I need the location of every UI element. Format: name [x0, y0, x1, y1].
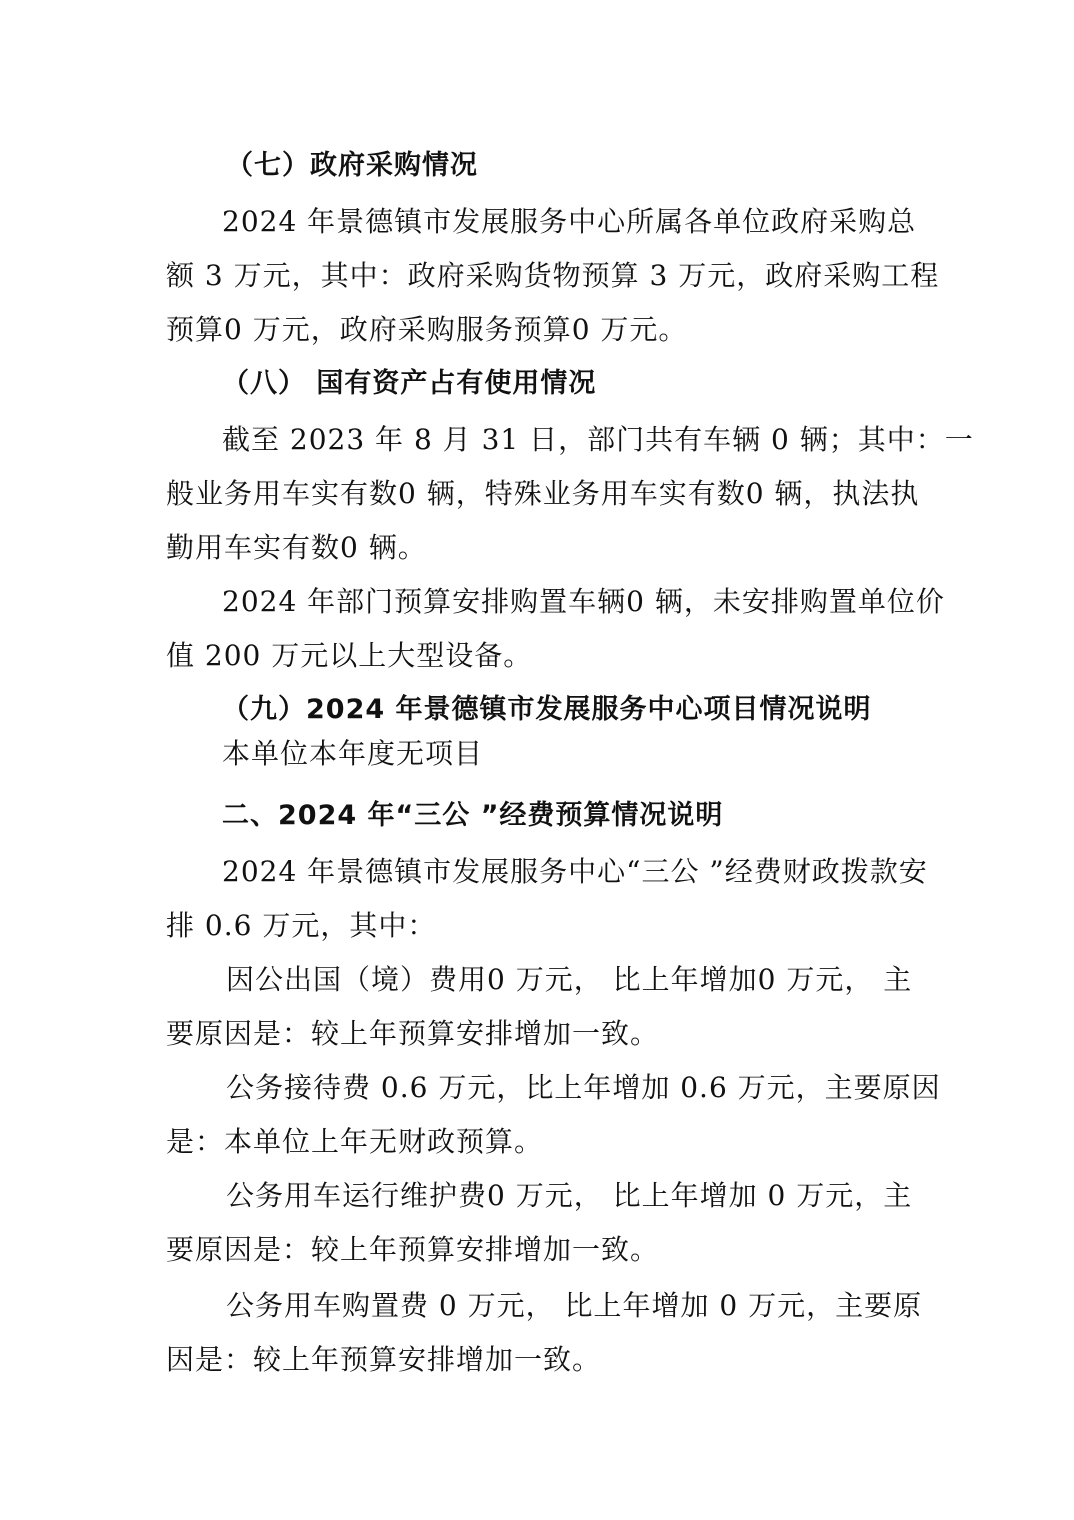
expenses-intro-line-1: 2024 年景德镇市发展服务中心“三公 ”经费财政拨款安 — [222, 855, 928, 888]
procurement-line-3: 预算0 万元，政府采购服务预算0 万元。 — [166, 313, 688, 346]
expenses-intro-line-2: 排 0.6 万元，其中： — [166, 909, 437, 942]
section-heading-procurement: （七）政府采购情况 — [226, 150, 478, 181]
abroad-expense-line-2: 要原因是：较上年预算安排增加一致。 — [166, 1017, 660, 1050]
abroad-expense-line-1: 因公出国（境）费用0 万元， 比上年增加0 万元， 主 — [226, 963, 913, 996]
vehicle-purchase-line-2: 因是：较上年预算安排增加一致。 — [166, 1343, 602, 1376]
assets-p2-line-1: 2024 年部门预算安排购置车辆0 辆，未安排购置单位价 — [222, 585, 945, 618]
section-heading-projects: （九）2024 年景德镇市发展服务中心项目情况说明 — [222, 694, 872, 725]
procurement-line-1: 2024 年景德镇市发展服务中心所属各单位政府采购总 — [222, 205, 917, 238]
assets-p2-line-2: 值 200 万元以上大型设备。 — [166, 639, 533, 672]
assets-p1-line-3: 勤用车实有数0 辆。 — [166, 531, 427, 564]
vehicle-maintenance-line-1: 公务用车运行维护费0 万元， 比上年增加 0 万元，主 — [226, 1179, 913, 1212]
assets-p1-line-2: 般业务用车实有数0 辆，特殊业务用车实有数0 辆，执法执 — [166, 477, 920, 510]
section-heading-state-assets: （八） 国有资产占有使用情况 — [222, 368, 597, 399]
vehicle-maintenance-line-2: 要原因是：较上年预算安排增加一致。 — [166, 1233, 660, 1266]
reception-expense-line-1: 公务接待费 0.6 万元，比上年增加 0.6 万元，主要原因 — [226, 1071, 941, 1104]
part-heading-three-public-expenses: 二、2024 年“三公 ”经费预算情况说明 — [222, 800, 724, 831]
vehicle-purchase-line-1: 公务用车购置费 0 万元， 比上年增加 0 万元，主要原 — [226, 1289, 923, 1322]
projects-line-1: 本单位本年度无项目 — [222, 737, 484, 770]
assets-p1-line-1: 截至 2023 年 8 月 31 日，部门共有车辆 0 辆；其中：一 — [222, 423, 974, 456]
reception-expense-line-2: 是：本单位上年无财政预算。 — [166, 1125, 544, 1158]
procurement-line-2: 额 3 万元，其中：政府采购货物预算 3 万元，政府采购工程 — [166, 259, 940, 292]
